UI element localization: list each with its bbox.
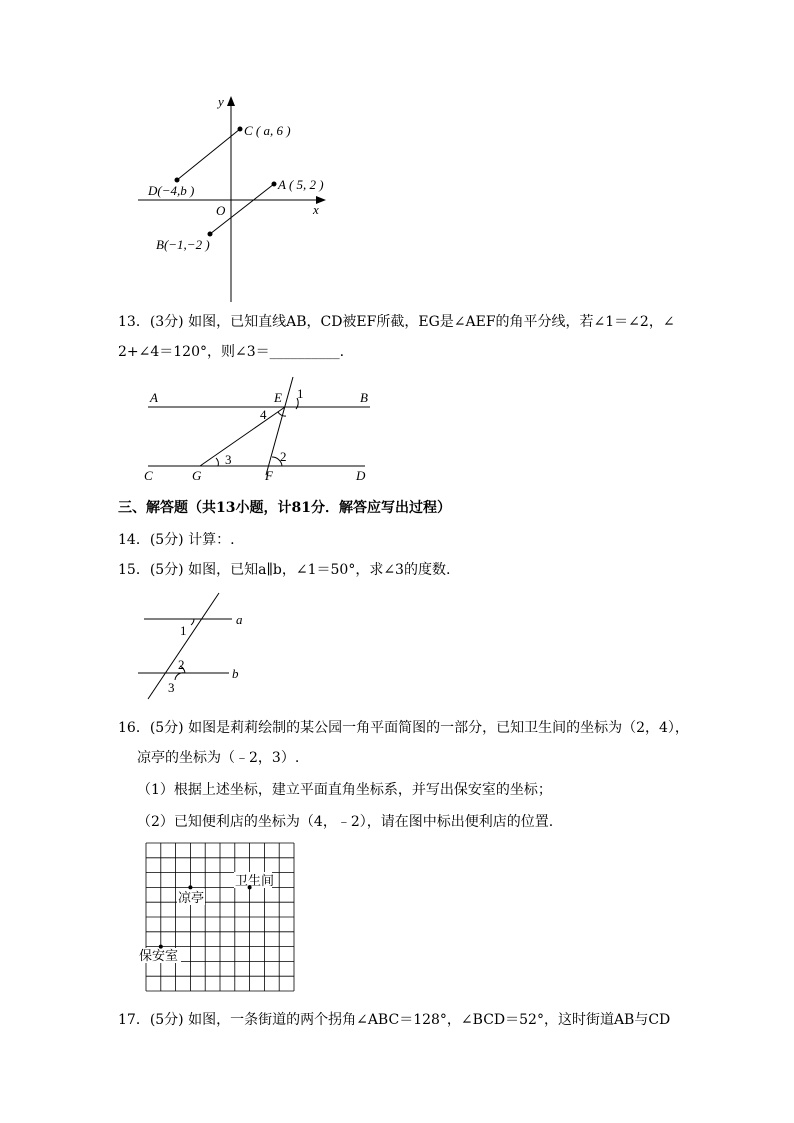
park-grid bbox=[138, 838, 300, 996]
question-17: 17．(5分) 如图，一条街道的两个拐角∠ABC＝128°，∠BCD＝52°，这时街道AB与CD bbox=[118, 1012, 671, 1028]
security-label: 保安室 bbox=[139, 948, 179, 963]
angle-4-arc bbox=[278, 412, 286, 416]
angle-2-label: 2 bbox=[280, 449, 287, 464]
section-3-heading: 三、解答题（共13小题，计81分．解答应写出过程） bbox=[118, 500, 451, 516]
y-axis-arrow bbox=[227, 96, 235, 106]
question-16-line-2: 凉亭的坐标为（﹣2，3）. bbox=[137, 750, 300, 766]
question-13-line-2: 2+∠4＝120°，则∠3＝__________. bbox=[118, 344, 345, 360]
angle-3-arc bbox=[175, 673, 185, 680]
question-13-line-1: 13．(3分) 如图，已知直线AB，CD被EF所截，EG是∠AEF的角平分线，若∠1＝∠2，∠ bbox=[118, 314, 675, 330]
pavilion-point bbox=[188, 885, 192, 889]
label-a: a bbox=[236, 612, 243, 627]
transversal bbox=[148, 593, 219, 699]
origin-label: O bbox=[216, 203, 226, 218]
question-16-part-1: （1）根据上述坐标，建立平面直角坐标系，并写出保安室的坐标； bbox=[137, 782, 552, 798]
point-c-label: C ( a, 6 ) bbox=[244, 123, 291, 138]
point-c bbox=[238, 127, 243, 132]
angle-3-arc bbox=[216, 458, 218, 466]
pavilion-label: 凉亭 bbox=[178, 890, 205, 905]
angle-1-label: 1 bbox=[297, 386, 304, 401]
restroom-label: 卫生间 bbox=[235, 873, 275, 888]
label-a: A bbox=[150, 390, 158, 405]
point-b-label: B(−1,−2 ) bbox=[156, 237, 210, 252]
point-d bbox=[175, 178, 180, 183]
label-b: b bbox=[232, 666, 239, 681]
figure-13 bbox=[140, 372, 380, 487]
x-axis-label: x bbox=[313, 202, 319, 217]
label-e: E bbox=[274, 390, 282, 405]
angle-2-label: 2 bbox=[178, 657, 185, 672]
point-a bbox=[272, 182, 277, 187]
angle-3-label: 3 bbox=[168, 680, 175, 695]
angle-4-label: 4 bbox=[260, 407, 267, 422]
question-16-line-1: 16．(5分) 如图是莉莉绘制的某公园一角平面简图的一部分，已知卫生间的坐标为（2，4）， bbox=[118, 720, 689, 736]
grid-lines bbox=[146, 843, 294, 991]
point-d-label: D(−4,b ) bbox=[148, 183, 195, 198]
y-axis-label: y bbox=[218, 94, 224, 109]
angle-1-label: 1 bbox=[180, 623, 187, 638]
label-g: G bbox=[192, 468, 202, 483]
point-b bbox=[208, 232, 213, 237]
question-14: 14．(5分) 计算：. bbox=[118, 532, 235, 548]
figure-15 bbox=[132, 590, 252, 700]
label-c: C bbox=[144, 468, 153, 483]
question-16-part-2: （2）已知便利店的坐标为（4，﹣2），请在图中标出便利店的位置. bbox=[137, 814, 554, 830]
point-a-label: A ( 5, 2 ) bbox=[278, 177, 324, 192]
angle-1-arc bbox=[191, 619, 194, 625]
label-f: F bbox=[265, 468, 273, 483]
label-d: D bbox=[356, 468, 366, 483]
coordinate-figure bbox=[130, 92, 345, 307]
angle-3-label: 3 bbox=[225, 452, 232, 467]
question-15: 15．(5分) 如图，已知a∥b，∠1＝50°，求∠3的度数. bbox=[118, 562, 451, 578]
label-b: B bbox=[360, 390, 368, 405]
